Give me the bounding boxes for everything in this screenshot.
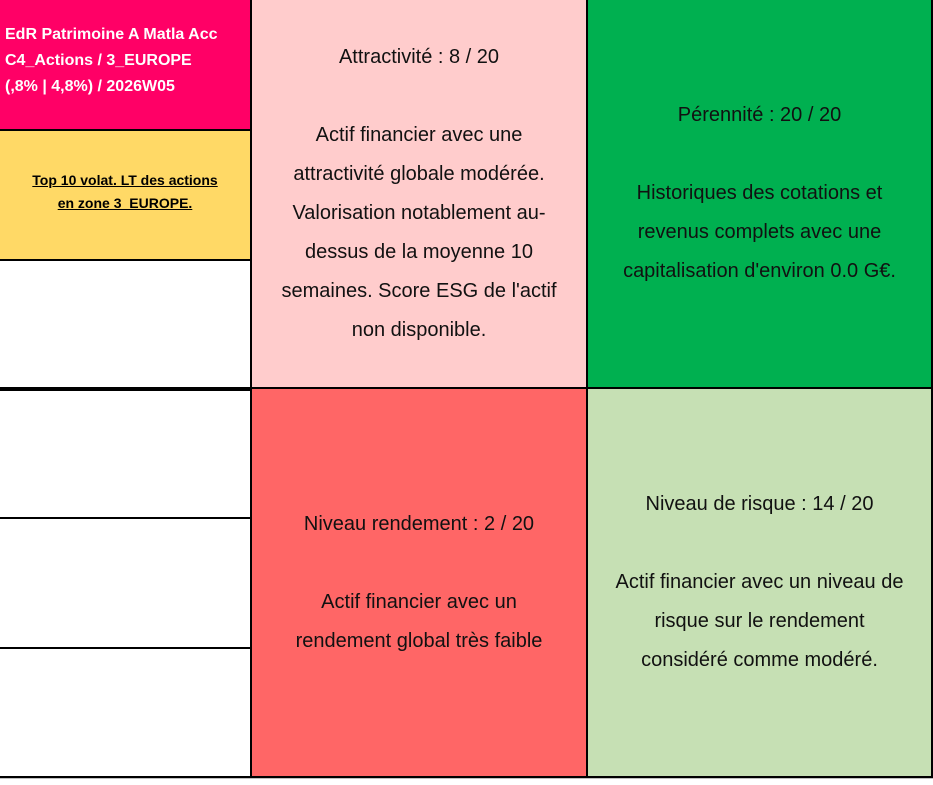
empty-cell-2	[0, 389, 252, 519]
ranking-note-line-1: Top 10 volat. LT des actions	[32, 172, 218, 188]
perennite-text-line: capitalisation d'environ 0.0 G€.	[623, 260, 896, 282]
ranking-note-line-2: en zone 3_EUROPE.	[57, 195, 193, 211]
attractivite-text-line: attractivité globale modérée.	[293, 162, 545, 185]
perennite-heading: Pérennité : 20 / 20	[677, 104, 842, 126]
rendement-text-line: Actif financier avec un	[321, 590, 517, 613]
risque-text-line: Actif financier avec un niveau de	[615, 571, 904, 593]
risque-tile	[588, 389, 933, 778]
attractivite-text-line: non disponible.	[351, 318, 487, 341]
risque-heading: Niveau de risque : 14 / 20	[645, 493, 874, 515]
perennite-text-line: revenus complets avec une	[637, 221, 882, 243]
empty-cell-3	[0, 519, 252, 649]
attractivite-heading: Attractivité : 8 / 20	[338, 45, 500, 68]
risque-text-line: risque sur le rendement	[654, 610, 865, 632]
fund-name: EdR Patrimoine A Matla Acc	[5, 26, 218, 43]
rendement-text-line: rendement global très faible	[295, 629, 543, 652]
perennite-text-line: Historiques des cotations et	[636, 182, 883, 204]
attractivite-text-line: Valorisation notablement au-	[292, 201, 546, 224]
rendement-tile	[252, 389, 588, 778]
fund-stats-period: (,8% | 4,8%) / 2026W05	[5, 78, 175, 95]
ranking-note-cell	[0, 131, 252, 261]
sheet-bottom-gridline	[0, 778, 933, 785]
fund-category: C4_Actions / 3_EUROPE	[5, 52, 192, 69]
attractivite-text-line: dessus de la moyenne 10	[305, 240, 533, 263]
perennite-tile	[588, 0, 933, 389]
rendement-heading: Niveau rendement : 2 / 20	[303, 512, 535, 535]
attractivite-text-line: semaines. Score ESG de l'actif	[281, 279, 557, 302]
risque-text-line: considéré comme modéré.	[641, 649, 878, 671]
empty-cell-4	[0, 649, 252, 778]
empty-cell-1	[0, 261, 252, 389]
fund-title-cell	[0, 0, 252, 131]
attractivite-tile	[252, 0, 588, 389]
attractivite-text-line: Actif financier avec une	[315, 123, 523, 146]
